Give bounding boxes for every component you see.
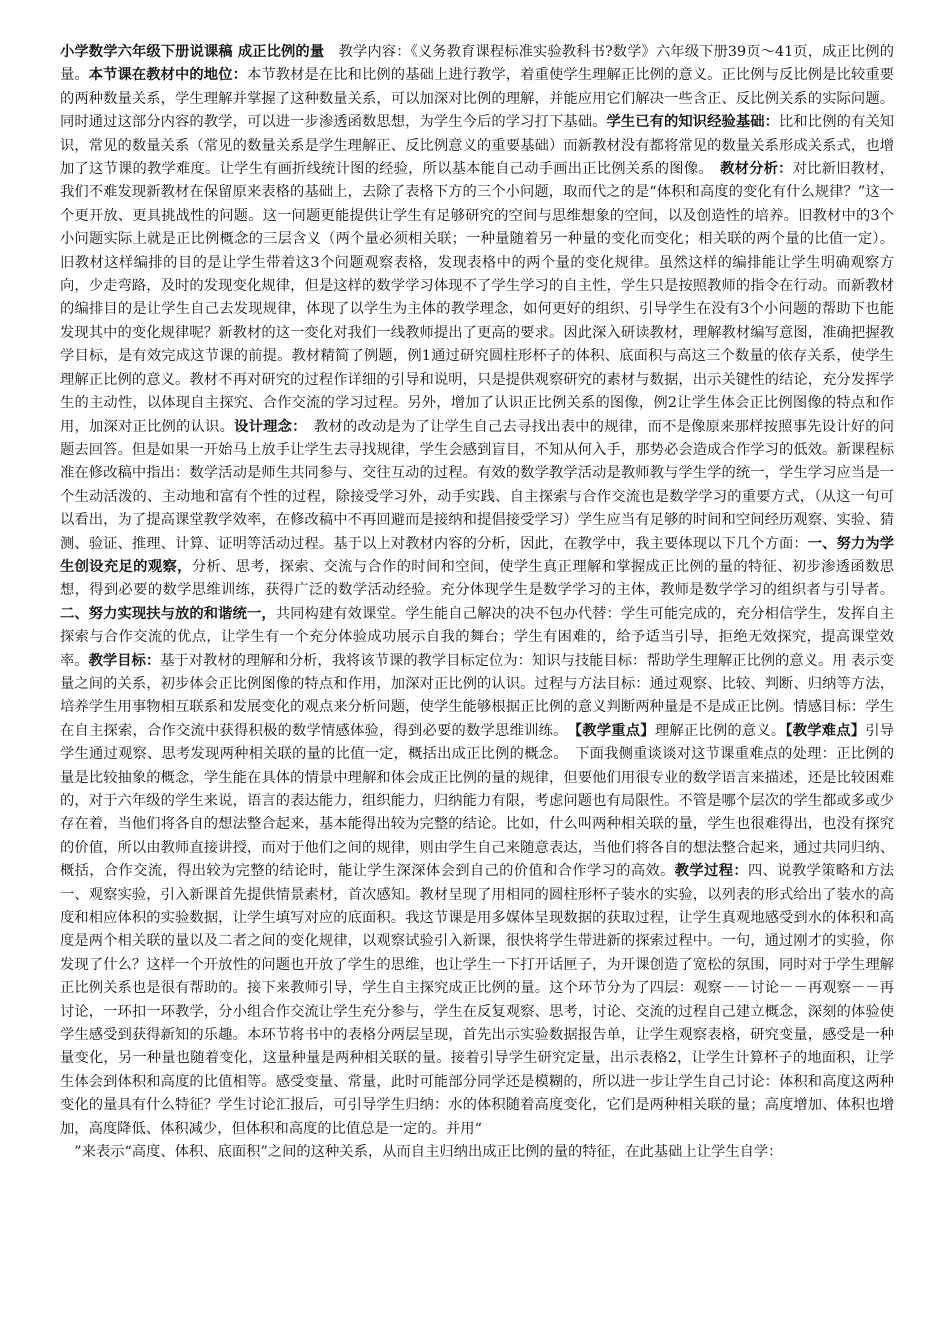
text-design-concept: 教材的改动是为了让学生自己去寻找出表中的规律，而不是像原来那样按照事先设计好的问题去回答。但是如果一开始马上放手让学生去寻找规律，学生会感到盲目，不知从何入手，那势必会造成合作学习的低效。新课程标准在修改稿中指出：数学活动是师生共同参与、交往互动的过程。有效的数学教学活动是教师教与学生学的统一，学生学习应当是一个生动活泼的、主动地和富有个性的过程，除接受学习外，动手实践、自主探索与合作交流也是数学学习的重要方式，（从这一句可以看出，为了提高课堂教学效率，在修改稿中不再回避而是接纳和提倡接受学习）学生应当有足够的时间和空间经历观察、实验、猜测、验证、推理、计算、证明等活动过程。基于以上对教材内容的分析，因此，在教学中，我主要体现以下几个方面： [60, 418, 895, 552]
document-body [60, 41, 894, 1141]
text-position: 本节教材是在比和比例的基础上进行教学，着重使学生理解正比例的意义。正比例与反比例是比较重要的两种数量关系，学生理解并掌握了这种数量关系，可以加深对比例的理解，并能应用它们解决一些含正、反比例关系的实际问题。同时通过这部分内容的教学，可以进一步渗透函数思想，为学生今后的学习打下基础。 [60, 67, 894, 131]
heading-position: 本节课在教材中的地位： [88, 67, 247, 84]
text-difficult-point: 引导学生通过观察、思考发现两种相关联的量的比值一定，概括出成正比例的概念。 下面我侧重谈谈对这节课重难点的处理：正比例的量是比较抽象的概念，学生能在具体的情景中理解和体会成正比例的量的规律，但要他们用很专业的数学语言来描述，还是比较困难的，对于六年级的学生来说，语言的表达能力，组织能力，归纳能力有限，考虑问题也有局限性。不管是哪个层次的学生都或多或少存在着，当他们将各自的想法整合起来，基本能得出较为完整的结论。比如，什么叫两种相关联的量，学生也很难得出，也没有探究的价值，所以由教师直接讲授，而对于他们之间的规律，则由学生自己来随意表达，当他们将各自的想法整合起来，通过共同归纳、概括，合作交流，得出较为完整的结论时，能让学生深深体会到自己的价值和合作学习的高效。 [60, 722, 895, 880]
heading-teaching-goals: 教学目标： [88, 652, 161, 669]
heading-textbook-analysis: 教材分析： [720, 161, 793, 178]
document-last-line: ”来表示“高度、体积、底面积”之间的这种关系，从而自主归纳出成正比例的量的特征，在此基础上让学生自学： [60, 1144, 783, 1161]
heading-prior-knowledge: 学生已有的知识经验基础： [606, 114, 780, 131]
text-point-one: 分析、思考，探索、交流与合作的时间和空间，使学生真正理解和掌握成正比例的量的特征、初步渗透函数思想，得到必要的数学思维训练，获得广泛的数学活动经验。充分体现学生是数学学习的主体，教师是数学学习的组织者与引导者。 [60, 558, 895, 599]
heading-difficult-point: 【教学难点】 [785, 722, 866, 739]
text-textbook-analysis: 对比新旧教材，我们不难发现新教材在保留原来表格的基础上，去除了表格下方的三个小问题，取而代之的是“体积和高度的变化有什么规律？”这一个更开放、更具挑战性的问题。这一问题更能提供让学生有足够研究的空间与思维想象的空间，以及创造性的培养。旧教材中的3个小问题实际上就是正比例概念的三层含义（两个量必须相关联；一种量随着另一种量的变化而变化；相关联的两个量的比值一定）。旧教材这样编排的目的是让学生带着这3个问题观察表格，发现表格中的两个量的变化规律。虽然这样的编排能让学生明确观察方向，少走弯路，及时的发现变化规律，但是这样的数学学习体现不了学生学习的自主性，学生只是按照教师的指令在行动。而新教材的编排目的是让学生自己去发现规律，体现了以学生为主体的教学理念，如何更好的组织、引导学生在没有3个小问题的帮助下也能发现其中的变化规律呢？新教材的这一变化对我们一线教师提出了更高的要求。因此深入研读教材，理解教材编写意图，准确把握教学目标，是有效完成这节课的前提。教材精简了例题，例1通过研究圆柱形杯子的体积、底面积与高这三个数量的依存关系，使学生理解正比例的意义。教材不再对研究的过程作详细的引导和说明，只是提供观察研究的素材与数据，出示关键性的结论，充分发挥学生的主动性，以体现自主探究、合作交流的学习过程。另外，增加了认识正比例关系的图像，例2让学生体会正比例图像的特点和作用，加深对正比例的认识。 [60, 161, 894, 435]
text-prior-knowledge: 比和比例的有关知识，常见的数量关系（常见的数量关系是学生理解正、反比例意义的重要基础）而新教材没有都将常见的数量关系形成关系式，也增加了这节课的教学难度。让学生有画折线统计图的经验，所以基本能自己动手画出正比例关系的图像。 [60, 114, 895, 178]
text-point-two: 共同构建有效课堂。学生能自己解决的决不包办代替：学生可能完成的，充分相信学生，发挥自主探索与合作交流的优点，让学生有一个充分体验成功展示自我的舞台；学生有困难的，给予适当引导，拒绝无效探究，提高课堂效率。 [60, 605, 895, 669]
text-content-intro: 教学内容：《义务教育课程标准实验教科书?数学》六年级下册39页～41页，成正比例的量。 [60, 44, 894, 84]
document-page [60, 41, 894, 1165]
document-title: 小学数学六年级下册说课稿 成正比例的量 [60, 44, 325, 60]
heading-point-two: 二、努力实现扶与放的和谐统一， [60, 605, 276, 622]
heading-key-point: 【教学重点】 [574, 722, 655, 739]
text-teaching-process: 四、说教学策略和方法一、观察实验，引入新课首先提供情景素材，首次感知。教材呈现了用相同的圆柱形杯子装水的实验，以列表的形式给出了装水的高度和相应体积的实验数据，让学生填写对应的底面积。我这节课是用多媒体呈现数据的获取过程，让学生真观地感受到水的体积和高度是两个相关联的量以及二者之间的变化规律，以观察试验引入新课，很快将学生带进新的探索过程中。一句，通过刚才的实验，你发现了什么？这样一个开放性的问题也开放了学生的思维，也让学生一下打开话匣子，为开课创造了宽松的氛围，同时对于学生理解正比例关系也是很有帮助的。接下来教师引导，学生自主探究成正比例的量。这个环节分为了四层：观察－－讨论－－再观察－－再讨论，一环扣一环教学，分小组合作交流让学生充分参与，学生在反复观察、思考，讨论、交流的过程自己建立概念，深刻的体验使学生感受到获得新知的乐趣。本环节将书中的表格分两层呈现，首先出示实验数据报告单，让学生观察表格，研究变量，感受是一种量变化，另一种量也随着变化，这量种量是两种相关联的量。接着引导学生研究定量，出示表格2，让学生计算杯子的地面积，让学生体会到体积和高度的比值相等。感受变量、常量，此时可能部分同学还是模糊的，所以进一步让学生自己讨论：体积和高度这两种变化的量具有什么特征？学生讨论汇报后，可引导学生归纳：水的体积随着高度变化，它们是两种相关联的量；高度增加、体积也增加，高度降低、体积减少，但体积和高度的比值总是一定的。并用“ [60, 863, 895, 1137]
heading-point-one: 一、努力为学生创设充足的观察， [60, 535, 894, 575]
heading-design-concept: 设计理念： [234, 418, 300, 435]
text-key-point: 理解正比例的意义。 [654, 722, 786, 739]
heading-teaching-process: 教学过程： [674, 863, 748, 880]
text-teaching-goals: 基于对教材的理解和分析，我将该节课的教学目标定位为：知识与技能目标：帮助学生理解正比例的意义。用 表示变量之间的关系，初步体会正比例图像的特点和作用，加深对正比例的认识。过程与方法目标：通过观察、比较、判断、归纳等方法，培养学生用事物相互联系和发展变化的观点来分析问题，使学生能够根据正比例的意义判断两种量是不是成正比例。情感目标：学生在自主探索，合作交流中获得积极的数学情感体验，得到必要的数学思维训练。 [60, 652, 895, 739]
